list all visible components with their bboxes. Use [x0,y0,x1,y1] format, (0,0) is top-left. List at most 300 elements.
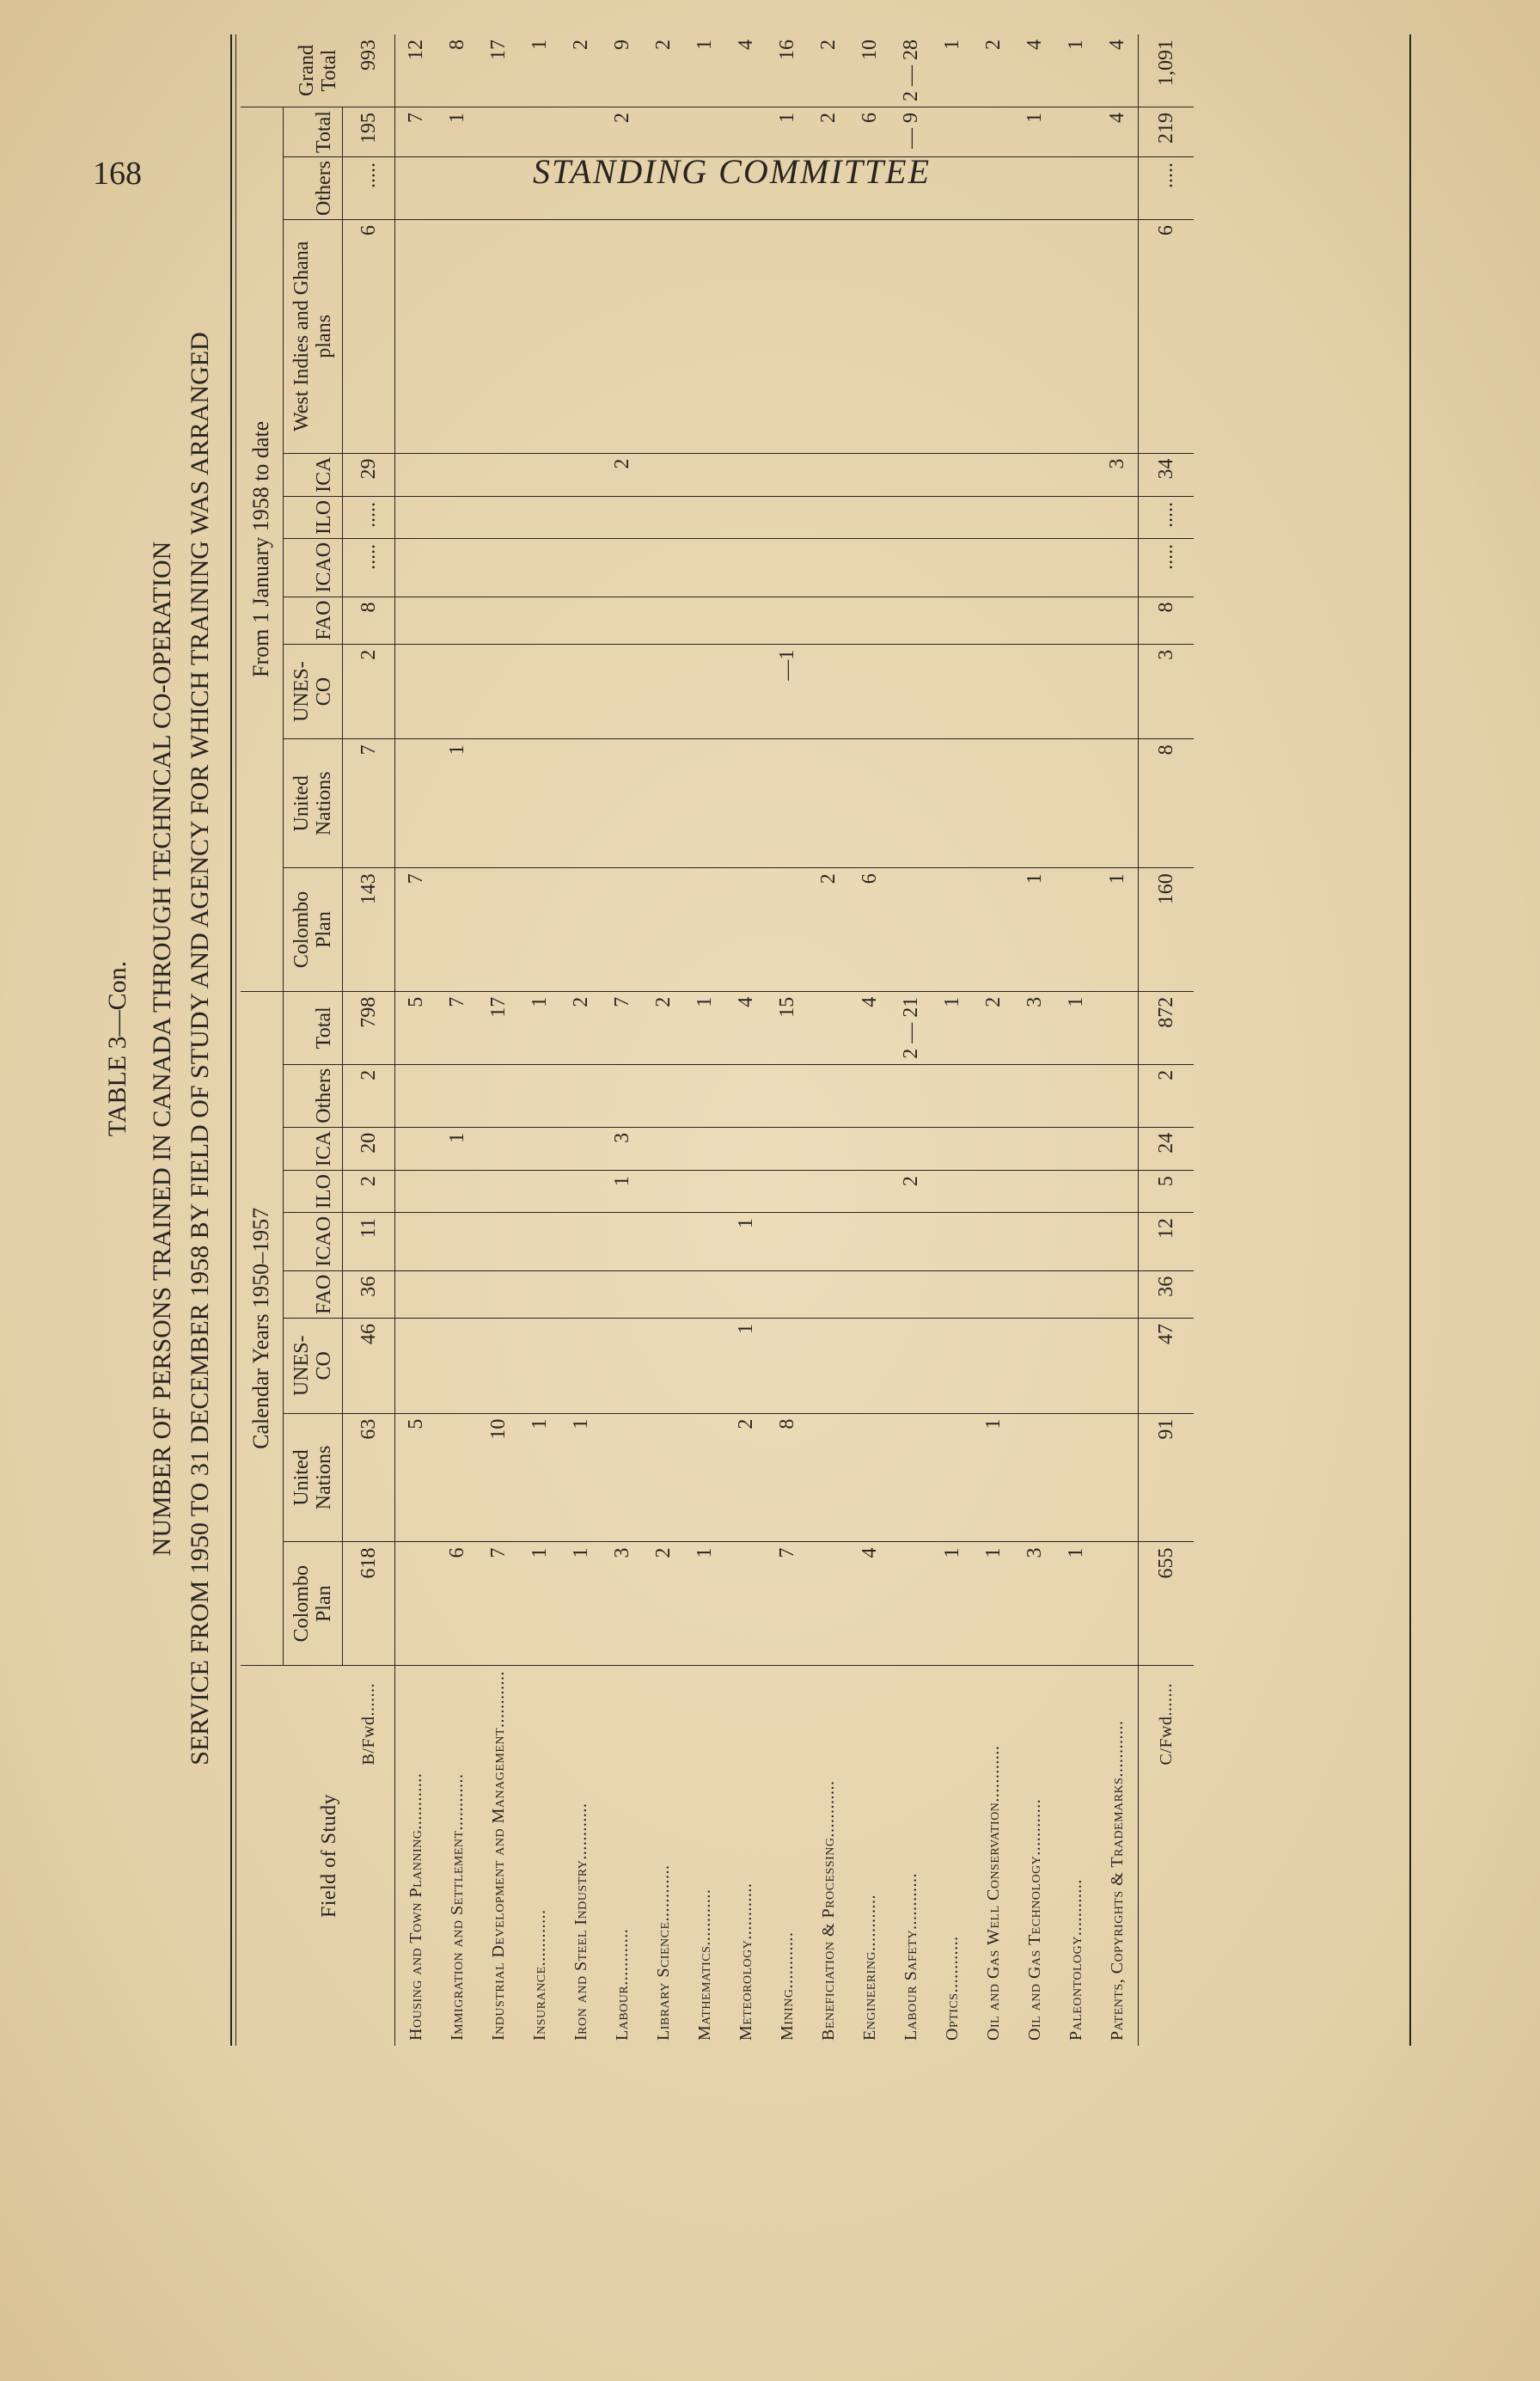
col-header-1958: UNES-CO [283,644,343,739]
value-cell [560,496,602,538]
value-cell [1097,157,1139,220]
value-cell [932,597,973,644]
value-cell [890,868,932,992]
top-rule [230,34,232,2046]
value-cell [725,1270,767,1318]
value-cell [973,453,1014,496]
value-cell [560,597,602,644]
col-header-1950-1957: FAO [283,1270,343,1318]
value-cell [519,453,560,496]
value-cell [767,1318,808,1413]
value-cell [602,1413,643,1542]
grand-total-cell: 4 [725,34,767,107]
table-row [437,34,478,2046]
value-cell [1097,496,1139,538]
value-cell [1097,1318,1139,1413]
value-cell: 36 [343,1270,395,1318]
value-cell [519,1064,560,1127]
value-cell [602,1270,643,1318]
value-cell: 8 [1139,597,1195,644]
grand-total-cell: 2 — 28 [890,34,932,107]
table-row [478,34,519,2046]
value-cell [1055,1127,1097,1170]
grand-total-header: Grand Total [241,34,343,107]
value-cell: 36 [1139,1270,1195,1318]
grand-total-cell: 10 [849,34,890,107]
field-of-study-cell: B/Fwd....... [343,1665,395,2046]
value-cell [725,597,767,644]
value-cell [437,1413,478,1542]
value-cell [1097,1413,1139,1542]
training-table [241,34,1194,2046]
value-cell [808,453,849,496]
field-of-study-cell: Mathematics............ [694,1888,714,2041]
value-cell [602,538,643,597]
field-of-study-cell: Iron and Steel Industry............ [571,1803,590,2041]
value-cell [973,107,1014,157]
value-cell: 1 [725,1318,767,1413]
value-cell [643,496,684,538]
value-cell [1097,220,1139,454]
value-cell: 12 [1139,1213,1195,1271]
value-cell [1014,157,1055,220]
grand-total-cell: 2 [808,34,849,107]
value-cell [890,739,932,868]
value-cell [849,1318,890,1413]
value-cell: 4 [849,1542,890,1666]
grand-total-cell: 1 [1055,34,1097,107]
table-caption-line2: SERVICE FROM 1950 TO 31 DECEMBER 1958 BY FIELD OF STUDY AND AGENCY FOR WHICH TRAINING WAS ARRANGED [186,332,214,1766]
value-cell [932,644,973,739]
grand-total-cell: 4 [1097,34,1139,107]
value-cell [478,496,519,538]
value-cell [602,868,643,992]
value-cell [478,220,519,454]
value-cell: 2 — 21 [890,991,932,1064]
field-of-study-cell: Beneficiation & Processing............ [818,1780,838,2041]
value-cell [519,644,560,739]
value-cell [395,1270,437,1318]
value-cell [643,868,684,992]
col-header-1950-1957: Total [283,991,343,1064]
value-cell: 6 [343,220,395,454]
value-cell: 7 [343,739,395,868]
value-cell [395,597,437,644]
value-cell [395,220,437,454]
field-of-study-cell: Insurance............ [529,1909,549,2041]
value-cell [890,496,932,538]
table-label: TABLE 3—Con. [103,960,131,1137]
value-cell [932,538,973,597]
value-cell [560,1171,602,1213]
value-cell [519,157,560,220]
value-cell [932,496,973,538]
table-caption-line1: NUMBER OF PERSONS TRAINED IN CANADA THROUGH TECHNICAL CO-OPERATION [148,541,176,1557]
value-cell [395,1542,437,1666]
value-cell: 143 [343,868,395,992]
value-cell [684,1171,725,1213]
value-cell [478,1213,519,1271]
value-cell: 8 [767,1413,808,1542]
value-cell: 7 [395,868,437,992]
value-cell [767,538,808,597]
table-row [395,34,437,2046]
value-cell: 2 [643,1542,684,1666]
value-cell: 2 [808,868,849,992]
value-cell: 1 [437,739,478,868]
value-cell [849,597,890,644]
value-cell [1014,1270,1055,1318]
table-row [808,34,849,2046]
value-cell [395,453,437,496]
value-cell: 1 [519,1413,560,1542]
value-cell [973,538,1014,597]
value-cell [1014,1064,1055,1127]
value-cell: ..... [1139,538,1195,597]
value-cell: 10 [478,1413,519,1542]
value-cell [849,1270,890,1318]
value-cell: 2 [602,453,643,496]
value-cell [849,538,890,597]
value-cell [890,597,932,644]
grand-total-cell: 12 [395,34,437,107]
value-cell [478,1171,519,1213]
value-cell [602,496,643,538]
col-header-1958: Others [283,157,343,220]
value-cell: ..... [1139,157,1195,220]
value-cell [560,644,602,739]
col-header-1958: ILO [283,496,343,538]
value-cell [808,1542,849,1666]
value-cell [725,453,767,496]
col-header-1950-1957: ILO [283,1171,343,1213]
value-cell [560,107,602,157]
value-cell [395,644,437,739]
grand-total-cell: 1,091 [1139,34,1195,107]
value-cell: 2 [343,1064,395,1127]
value-cell [973,1270,1014,1318]
value-cell [849,1127,890,1170]
col-header-1958: Total [283,107,343,157]
value-cell: 160 [1139,868,1195,992]
value-cell [1097,739,1139,868]
value-cell [849,453,890,496]
value-cell [478,739,519,868]
value-cell [849,739,890,868]
value-cell [643,107,684,157]
value-cell [725,107,767,157]
value-cell [767,1213,808,1271]
value-cell [932,1171,973,1213]
value-cell: 5 [1139,1171,1195,1213]
value-cell [684,1064,725,1127]
value-cell: 5 [395,1413,437,1542]
value-cell [932,1127,973,1170]
value-cell [973,1213,1014,1271]
value-cell: ..... [343,496,395,538]
field-of-study-cell: Housing and Town Planning............ [406,1772,425,2041]
value-cell [519,1213,560,1271]
value-cell [395,1064,437,1127]
value-cell [437,1171,478,1213]
value-cell [1055,739,1097,868]
value-cell: 4 [1097,107,1139,157]
value-cell [560,739,602,868]
grand-total-cell: 1 [684,34,725,107]
value-cell [684,644,725,739]
value-cell [1055,453,1097,496]
value-cell [1097,1270,1139,1318]
value-cell [643,1064,684,1127]
table-row [890,34,932,2046]
table-row [1014,34,1055,2046]
value-cell: 1 [767,107,808,157]
value-cell [808,1064,849,1127]
col-header-1950-1957: United Nations [283,1413,343,1542]
value-cell [890,1270,932,1318]
value-cell [478,157,519,220]
col-header-1958: United Nations [283,739,343,868]
value-cell: ..... [343,538,395,597]
value-cell [1097,1064,1139,1127]
value-cell [1014,644,1055,739]
value-cell [767,597,808,644]
value-cell [808,644,849,739]
value-cell [849,157,890,220]
col-header-1950-1957: ICAO [283,1213,343,1271]
value-cell: 4 [849,991,890,1064]
value-cell [560,1270,602,1318]
value-cell [1055,107,1097,157]
grand-total-cell: 1 [932,34,973,107]
value-cell: 11 [343,1213,395,1271]
value-cell [643,644,684,739]
value-cell [849,220,890,454]
value-cell [725,1171,767,1213]
value-cell [437,1318,478,1413]
value-cell [932,1413,973,1542]
value-cell [890,220,932,454]
field-of-study-cell: Library Science............ [653,1864,673,2041]
value-cell [767,868,808,992]
value-cell [1014,1413,1055,1542]
value-cell [890,453,932,496]
value-cell: 1 [602,1171,643,1213]
value-cell [808,1318,849,1413]
value-cell: 46 [343,1318,395,1413]
grand-total-cell: 16 [767,34,808,107]
value-cell [1055,597,1097,644]
value-cell [1097,1171,1139,1213]
value-cell [808,1171,849,1213]
field-of-study-cell: Optics............ [942,1936,962,2041]
value-cell [808,1213,849,1271]
value-cell: 3 [602,1127,643,1170]
value-cell [890,1413,932,1542]
col-header-1958: West Indies and Ghana plans [283,220,343,454]
value-cell [973,496,1014,538]
col-header-1958: FAO [283,597,343,644]
value-cell [808,496,849,538]
value-cell [643,1270,684,1318]
value-cell [684,1318,725,1413]
value-cell: 7 [395,107,437,157]
value-cell [1055,1270,1097,1318]
value-cell [602,1213,643,1271]
value-cell [602,220,643,454]
value-cell [849,1064,890,1127]
value-cell [478,868,519,992]
value-cell [395,1318,437,1413]
value-cell [725,157,767,220]
value-cell: 17 [478,991,519,1064]
value-cell [519,739,560,868]
value-cell [890,644,932,739]
value-cell: 8 [1139,739,1195,868]
value-cell [684,107,725,157]
value-cell: 1 [973,1542,1014,1666]
table-row [1097,34,1139,2046]
value-cell: 2 [560,991,602,1064]
value-cell [808,1413,849,1542]
value-cell [478,538,519,597]
field-of-study-cell: Paleontology............ [1066,1879,1085,2041]
value-cell [560,220,602,454]
value-cell [478,453,519,496]
table-row [725,34,767,2046]
value-cell [643,597,684,644]
value-cell [767,496,808,538]
field-of-study-cell: Oil and Gas Technology............ [1024,1798,1044,2041]
value-cell [684,1413,725,1542]
table-row [602,34,643,2046]
table-row [560,34,602,2046]
value-cell: 2 [343,644,395,739]
value-cell: 1 [684,991,725,1064]
field-of-study-cell: Oil and Gas Well Conservation............ [983,1745,1003,2041]
value-cell [1055,1213,1097,1271]
value-cell [932,1318,973,1413]
value-cell [478,597,519,644]
value-cell [932,1213,973,1271]
value-cell: 219 [1139,107,1195,157]
value-cell [890,1318,932,1413]
value-cell [684,1213,725,1271]
value-cell [890,1064,932,1127]
value-cell: 91 [1139,1413,1195,1542]
value-cell [808,1270,849,1318]
value-cell [519,1318,560,1413]
value-cell: 1 [1014,107,1055,157]
value-cell [725,739,767,868]
value-cell [684,868,725,992]
grand-total-cell: 2 [560,34,602,107]
value-cell: 6 [437,1542,478,1666]
value-cell [890,1213,932,1271]
running-head: STANDING COMMITTEE [533,152,932,191]
col-header-1950-1957: ICA [283,1127,343,1170]
value-cell: 655 [1139,1542,1195,1666]
value-cell: 3 [1014,1542,1055,1666]
value-cell [1014,1171,1055,1213]
value-cell [395,739,437,868]
value-cell [560,1127,602,1170]
value-cell [1014,220,1055,454]
value-cell [1014,597,1055,644]
value-cell [849,496,890,538]
value-cell [849,1213,890,1271]
value-cell [890,157,932,220]
value-cell [519,220,560,454]
value-cell [767,157,808,220]
value-cell: 1 [519,991,560,1064]
value-cell [1055,644,1097,739]
rotated-table-block [103,0,1444,2097]
value-cell [932,739,973,868]
table-row [519,34,560,2046]
value-cell [849,1171,890,1213]
value-cell [725,1542,767,1666]
from-1958-header: From 1 January 1958 to date [241,107,283,992]
value-cell [437,496,478,538]
value-cell: 5 [395,991,437,1064]
value-cell [1014,1127,1055,1170]
value-cell [643,157,684,220]
value-cell: 798 [343,991,395,1064]
value-cell [560,538,602,597]
value-cell [725,1064,767,1127]
value-cell [684,220,725,454]
col-header-1958: ICAO [283,538,343,597]
value-cell [643,1127,684,1170]
value-cell [560,1213,602,1271]
value-cell [602,644,643,739]
value-cell [395,157,437,220]
value-cell [808,597,849,644]
value-cell: 1 [973,1413,1014,1542]
value-cell [437,220,478,454]
value-cell [890,1542,932,1666]
grand-total-cell: 2 [643,34,684,107]
value-cell: 2 [725,1413,767,1542]
value-cell [519,107,560,157]
value-cell: 15 [767,991,808,1064]
field-of-study-cell: C/Fwd....... [1139,1665,1195,2046]
value-cell [437,157,478,220]
value-cell [437,1064,478,1127]
value-cell [1055,1171,1097,1213]
value-cell [808,157,849,220]
field-of-study-header: Field of Study [318,1793,341,1919]
field-of-study-cell: Industrial Development and Management............ [488,1670,508,2041]
value-cell: — 9 [890,107,932,157]
value-cell [437,597,478,644]
value-cell: 20 [343,1127,395,1170]
value-cell [643,220,684,454]
value-cell [767,739,808,868]
value-cell [519,1127,560,1170]
value-cell [684,739,725,868]
value-cell [973,1127,1014,1170]
value-cell: 1 [932,991,973,1064]
value-cell: 7 [437,991,478,1064]
value-cell [808,991,849,1064]
value-cell [767,220,808,454]
value-cell [602,157,643,220]
value-cell [767,1270,808,1318]
table-row [849,34,890,2046]
value-cell [437,538,478,597]
